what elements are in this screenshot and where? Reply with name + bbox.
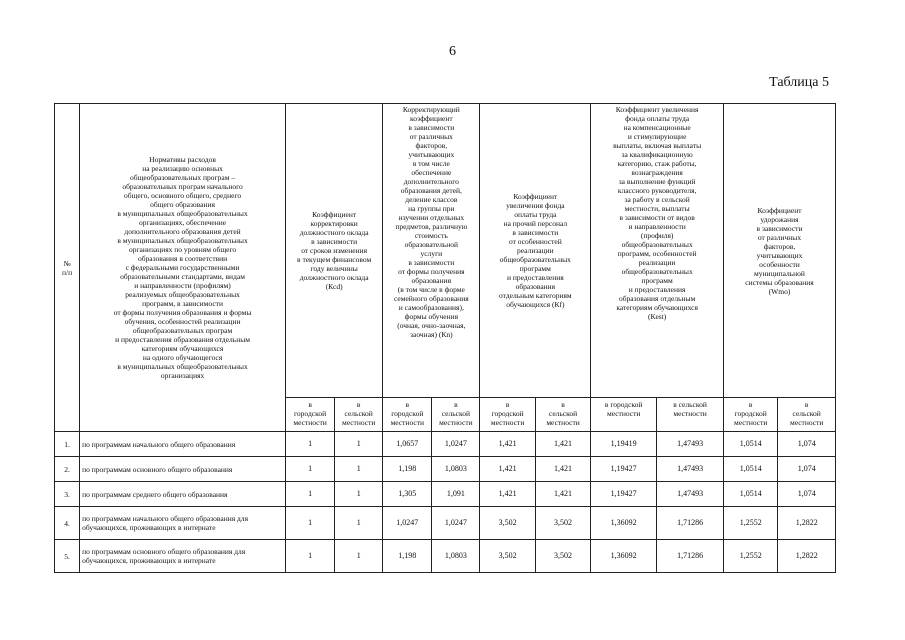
header-kest: Коэффициент увеличения фонда оплаты труда на компенсационные и стимулирующие выплаты, включая выплаты за квалификационную категорию, стаж работы, вознаграждения за выполнение функций классного руководителя, за работу в сельской местности, выплаты в зависимости от видов и направленности (профиля) общеобразовательных программ, особенностей реализации общеобразовательных программ и предоставления образования отдельным категориям обучающихся (Кest) <box>591 104 724 398</box>
cell-kcd-rural: 1 <box>335 457 383 482</box>
table-row <box>55 507 836 540</box>
header-kcd: Коэффициент корректировки должностного оклада в зависимости от сроков изменения в текущем финансовом году величины должностного оклада (Ксd) <box>286 104 383 398</box>
cell-kn-rural: 1,0247 <box>432 507 480 540</box>
cell-kf-rural: 3,502 <box>535 540 590 573</box>
header-kf: Коэффициент увеличения фонда оплаты труда на прочий персонал в зависимости от особенностей реализации общеобразовательных программ и предоставления образования отдельным категориям обучающихся (Кf) <box>480 104 591 398</box>
cell-kest-rural: 1,47493 <box>657 432 724 457</box>
table-row <box>55 482 836 507</box>
cell-kf-rural: 1,421 <box>535 432 590 457</box>
row-number: 4. <box>55 507 80 540</box>
cell-kn-rural: 1,0803 <box>432 540 480 573</box>
cell-kcd-rural: 1 <box>335 432 383 457</box>
cell-kcd-urban: 1 <box>286 457 335 482</box>
cell-kest-urban: 1,19427 <box>591 482 657 507</box>
cell-wmo-urban: 1,2552 <box>724 540 778 573</box>
subheader-kest-urban: в городской местности <box>591 398 657 432</box>
cell-kest-urban: 1,19427 <box>591 457 657 482</box>
table-row <box>55 432 836 457</box>
cell-kcd-urban: 1 <box>286 507 335 540</box>
cell-kest-rural: 1,71286 <box>657 507 724 540</box>
cell-kf-rural: 1,421 <box>535 457 590 482</box>
cell-kn-urban: 1,0247 <box>383 507 432 540</box>
cell-kest-rural: 1,47493 <box>657 482 724 507</box>
cell-wmo-rural: 1,074 <box>778 457 836 482</box>
cell-kest-urban: 1,19419 <box>591 432 657 457</box>
cell-kest-rural: 1,47493 <box>657 457 724 482</box>
subheader-kf-urban: в городской местности <box>480 398 535 432</box>
subheader-kcd-rural: в сельской местности <box>335 398 383 432</box>
cell-kn-urban: 1,305 <box>383 482 432 507</box>
cell-kest-urban: 1,36092 <box>591 507 657 540</box>
cell-kn-urban: 1,198 <box>383 457 432 482</box>
cell-kn-rural: 1,0247 <box>432 432 480 457</box>
coefficients-table <box>54 103 836 573</box>
subheader-kn-urban: в городской местности <box>383 398 432 432</box>
cell-wmo-urban: 1,0514 <box>724 482 778 507</box>
page-number: 6 <box>449 44 456 59</box>
subheader-kcd-urban: в городской местности <box>286 398 335 432</box>
row-number: 2. <box>55 457 80 482</box>
cell-kf-urban: 1,421 <box>480 457 535 482</box>
table-caption: Таблица 5 <box>769 75 829 90</box>
cell-wmo-rural: 1,074 <box>778 432 836 457</box>
cell-kcd-rural: 1 <box>335 482 383 507</box>
table-row <box>55 540 836 573</box>
header-norm: Нормативы расходов на реализацию основных общеобразовательных програм – образовательных програм начального общего, основного общего, среднего общего образования в муниципальных общеобразовательных организациях, обеспечение дополнительного образования детей в муниципальных общеобразовательных организациях по уровням общего образования в соответствии с федеральными государственными образовательными стандартами, видам и направленности (профилям) реализуемых общеобразовательных программ, в зависимости от формы получения образования и формы обучения, особенностей реализации общеобразовательных програм и предоставления образования отдельным категориям обучающихся на одного обучающегося в муниципальных общеобразовательных организациях <box>80 104 286 432</box>
cell-wmo-rural: 1,074 <box>778 482 836 507</box>
header-num: № п/п <box>55 104 80 432</box>
row-program-name: по программам среднего общего образования <box>80 482 286 507</box>
cell-kcd-rural: 1 <box>335 507 383 540</box>
row-program-name: по программам начального общего образования <box>80 432 286 457</box>
row-program-name: по программам основного общего образования для обучающихся, проживающих в интернате <box>80 540 286 573</box>
cell-kf-rural: 3,502 <box>535 507 590 540</box>
cell-wmo-rural: 1,2822 <box>778 540 836 573</box>
row-program-name: по программам начального общего образования для обучающихся, проживающих в интернате <box>80 507 286 540</box>
cell-kcd-urban: 1 <box>286 540 335 573</box>
cell-wmo-urban: 1,2552 <box>724 507 778 540</box>
cell-wmo-urban: 1,0514 <box>724 432 778 457</box>
subheader-kest-rural: в сельской местности <box>657 398 724 432</box>
cell-kf-rural: 1,421 <box>535 482 590 507</box>
cell-kest-rural: 1,71286 <box>657 540 724 573</box>
cell-kn-urban: 1,0657 <box>383 432 432 457</box>
cell-kcd-urban: 1 <box>286 432 335 457</box>
cell-kf-urban: 3,502 <box>480 540 535 573</box>
row-number: 3. <box>55 482 80 507</box>
subheader-wmo-urban: в городской местности <box>724 398 778 432</box>
row-number: 5. <box>55 540 80 573</box>
cell-kn-urban: 1,198 <box>383 540 432 573</box>
subheader-kf-rural: в сельской местности <box>535 398 590 432</box>
header-wmo: Коэффициент удорожания в зависимости от различных факторов, учитывающих особенности муниципальной системы образования (Wmo) <box>724 104 836 398</box>
header-kn: Корректирующий коэффициент в зависимости от различных факторов, учитывающих в том числе обеспечение дополнительного образования детей, деление классов на группы при изучении отдельных предметов, различную стоимость образовательной услуги в зависимости от формы получения образования (в том числе в форме семейного образования и самообразования), формы обучения (очная, очно-заочная, заочная) (Кn) <box>383 104 480 398</box>
cell-wmo-rural: 1,2822 <box>778 507 836 540</box>
row-program-name: по программам основного общего образования <box>80 457 286 482</box>
cell-kest-urban: 1,36092 <box>591 540 657 573</box>
cell-wmo-urban: 1,0514 <box>724 457 778 482</box>
cell-kf-urban: 1,421 <box>480 482 535 507</box>
cell-kcd-rural: 1 <box>335 540 383 573</box>
row-number: 1. <box>55 432 80 457</box>
cell-kn-rural: 1,091 <box>432 482 480 507</box>
table-row <box>55 457 836 482</box>
cell-kf-urban: 3,502 <box>480 507 535 540</box>
subheader-wmo-rural: в сельской местности <box>778 398 836 432</box>
cell-kcd-urban: 1 <box>286 482 335 507</box>
cell-kn-rural: 1,0803 <box>432 457 480 482</box>
cell-kf-urban: 1,421 <box>480 432 535 457</box>
subheader-kn-rural: в сельской местности <box>432 398 480 432</box>
